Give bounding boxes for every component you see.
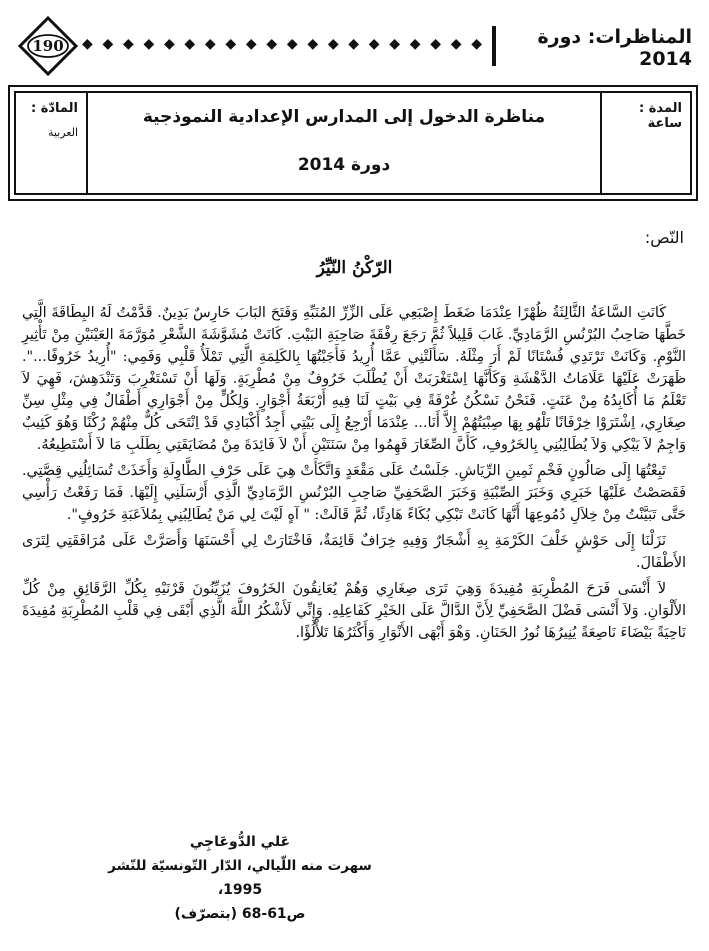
diamond-icon: ◆ — [143, 36, 155, 52]
source-year: 1995، — [217, 882, 263, 898]
passage-body — [22, 302, 686, 644]
diamond-icon: ◆ — [450, 36, 462, 52]
diamond-icon: ◆ — [266, 36, 278, 52]
diamond-icon: ◆ — [389, 36, 401, 52]
passage-paragraph: لاَ أَنْسَى فَرَحَ المُطْرِبَةِ مُفِيدَةَ وَهِيَ تَرَى صِغَارِي وَهُمْ يُعَانِقُونَ الخَرُوفَ يُزَيِّنُونَ قَرْنَيْهِ بِكُلِّ الرَّقَائِقِ مِنْ كُلِّ الأَلْوَانِ. وَلاَ أَنْسَى فَضْلَ الصَّحَفِيِّ لِأَنَّ الدَّالَّ عَلَى الخَيْرِ كَفَاعِلِهِ. وَإِنِّي لَأَشْكُرُ اللَّهَ الَّذِي أَبْقَى فِي قَلْبِ المُطْرِبَةِ مُفِيدَةَ نَاحِيَةً بَيْضَاءَ نَاصِعَةً يُنِيرُهَا نُورُ الحَنَانِ. وَهْوَ أَبْهَى الأَنْوَارِ وَأَكْثَرُهَا تَلأْلُؤًا. — [22, 581, 686, 641]
diamond-icon: ◆ — [184, 36, 196, 52]
diamond-icon: ◆ — [204, 36, 216, 52]
diamond-icon: ◆ — [245, 36, 257, 52]
exam-session: دورة 2014 — [297, 155, 391, 175]
duration-cell — [600, 93, 690, 193]
passage-paragraph: كَانَتِ السَّاعَةُ الثَّالِثَةُ ظُهْرًا عِنْدَمَا ضَغَطَ إِصْبَعِي عَلَى الزِّرِّ المُنَبِّهِ وَفَتَحَ البَابَ حَارِسٌ بَدِينٌ. قَدَّمْتُ لَهُ البِطَاقَةَ الَّتِي خَطَّهَا صَاحِبُ البُرْنُسِ الرَّمَادِيِّ. غَابَ قَلِيلاً ثُمَّ رَجَعَ رِفْقَةَ صَاحِبَةِ البَيْتِ. كَانَتْ مُشَوَّشَةَ الشَّعْرِ مُوَرَّمَةَ العَيْنَيْنِ مِنْ تَأْثِيرِ النَّوْمِ. وَكَانَتْ تَرْتَدِي فُسْتَانًا لَمْ أَرَ مِثْلَهُ. سَأَلَتْنِي عَمَّا أُرِيدُ فَأَجَبْتُهَا بِالكَلِمَةِ الَّتِي تَمْلَأُ قَلْبِي وَفَمِي: "أُرِيدُ خَرُوفًا...". ظَهَرَتْ عَلَيْهَا عَلَامَاتُ الدَّهْشَةِ وَكَأَنَّهَا اِسْتَغْرَبَتْ أَنْ يُطْلَبَ خَرُوفٌ مِنْ مُطْرِبَةٍ. وَلَهَا أَنْ تَسْتَغْرِبَ وَتَنْدَهِشَ، فَهِيَ لاَ تَعْلَمُ مَا أُكَابِدُهُ مِنْ عَنَتٍ. فَنَحْنُ نَسْكُنُ غُرْفَةً فِي بَيْتٍ لَنَا فِيهِ أَرْبَعَةُ أَجْوَارٍ. وَلِكُلٍّ مِنْ أَجْوَارِي أَطْفَالٌ فِي مِثْلِ سِنِّ صِغَارِي، اِشْتَرَوْا خِرْفَانًا تَلْهُو بِهَا صِبْيَتُهُمْ إِلاَّ أَنَا... عِنْدَمَا أَرْجِعُ إِلَى بَيْتِي أَجِدُ أَكْبَادِي قَدْ اِنْتَحَى كُلٌّ مِنْهُمْ رُكْنًا وَهُوَ كَئِيبٌ وَاجِمٌ لاَ يَبْكِي وَلاَ يُطَالِبُنِي بِالخَرُوفِ، كَأَنَّ الصِّغَارَ فَهِمُوا مِنْ سَنَتَيْنِ أَنْ لاَ فَائِدَةَ مِنْ مُضَايَقَتِي بِطَلَبِ مَا لاَ أَسْتَطِيعُهُ. — [22, 305, 686, 453]
decorative-diamond-row — [82, 33, 482, 55]
source-title: سهرت منه اللّيالي، الدّار التّونسيّة للنّشر — [108, 858, 372, 874]
diamond-icon: ◆ — [307, 36, 319, 52]
subject-cell — [16, 93, 88, 193]
diamond-icon: ◆ — [471, 36, 482, 52]
diamond-icon: ◆ — [368, 36, 380, 52]
exam-info-box — [8, 85, 698, 201]
exam-title-cell — [88, 93, 600, 193]
diamond-icon: ◆ — [327, 36, 339, 52]
exam-title: مناظرة الدخول إلى المدارس الإعدادية النموذجية — [142, 107, 546, 127]
subject-label: المادّة : — [30, 101, 78, 116]
duration-text: المدة : ساعة — [639, 101, 682, 131]
diamond-icon: ◆ — [102, 36, 114, 52]
diamond-icon: ◆ — [122, 36, 134, 52]
diamond-icon: ◆ — [286, 36, 298, 52]
diamond-icon: ◆ — [82, 36, 93, 52]
diamond-icon: ◆ — [348, 36, 360, 52]
diamond-icon: ◆ — [225, 36, 237, 52]
diamond-icon: ◆ — [430, 36, 442, 52]
subject-name: العربية — [47, 126, 78, 139]
text-section-label: النّص: — [644, 228, 684, 247]
passage-title: الرّكْنُ النّيِّرُ — [316, 258, 393, 278]
page-number-badge — [18, 16, 78, 76]
passage-paragraph: تَبِعْتُهَا إِلَى صَالُونٍ فَخْمٍ ثَمِينِ الرِّيَاشِ. جَلَسْتُ عَلَى مَقْعَدٍ وَاتَّكَأَتْ هِيَ عَلَى حَرْفِ الطَّاوِلَةِ وَأَخَذَتْ تُسَائِلُنِي قِصَّتِي. فَقَصَصْتُ عَلَيْهَا خَبَرِي وَخَبَرَ الصِّبْيَةِ وَخَبَرَ الصَّحَفِيِّ صَاحِبِ البُرْنُسِ الرَّمَادِيِّ الَّذِي أَرْسَلَنِي إِلَيْهَا. فَمَا رَفَعْتُ رَأْسِي حَتَّى تَبَيَّنْتُ مِنْ خِلاَلِ دُمُوعِهَا أَنَّهَا كَانَتْ تَبْكِي بُكَاءً هَادِئًا، ثُمَّ قَالَتْ: " آهٍ لَيْتَ لِي مَنْ يُطَالِبُنِي بِمُلاَعَبَةِ خَرُوفٍ". — [22, 463, 686, 523]
page-number: 190 — [32, 37, 64, 55]
diamond-icon: ◆ — [163, 36, 175, 52]
passage-paragraph: نَزَلْنَا إِلَى حَوْشٍ خَلْفَ الكَرْمَةِ بِهِ أَشْجَارٌ وَفِيهِ خِرَافٌ قَائِمَةٌ، فَاخْتَارَتْ لِي أَحْسَنَهَا وَأَصَرَّتْ عَلَى مُرَافَقَتِي لِتَرَى الأَطْفَالَ. — [22, 533, 686, 571]
page-header-title: المناظرات: دورة 2014 — [492, 26, 692, 66]
author-name: عَلي الدُّوعَاجِي — [189, 834, 291, 850]
source-pages: ص61-68 (بتصرّف) — [174, 906, 306, 922]
diamond-icon: ◆ — [409, 36, 421, 52]
